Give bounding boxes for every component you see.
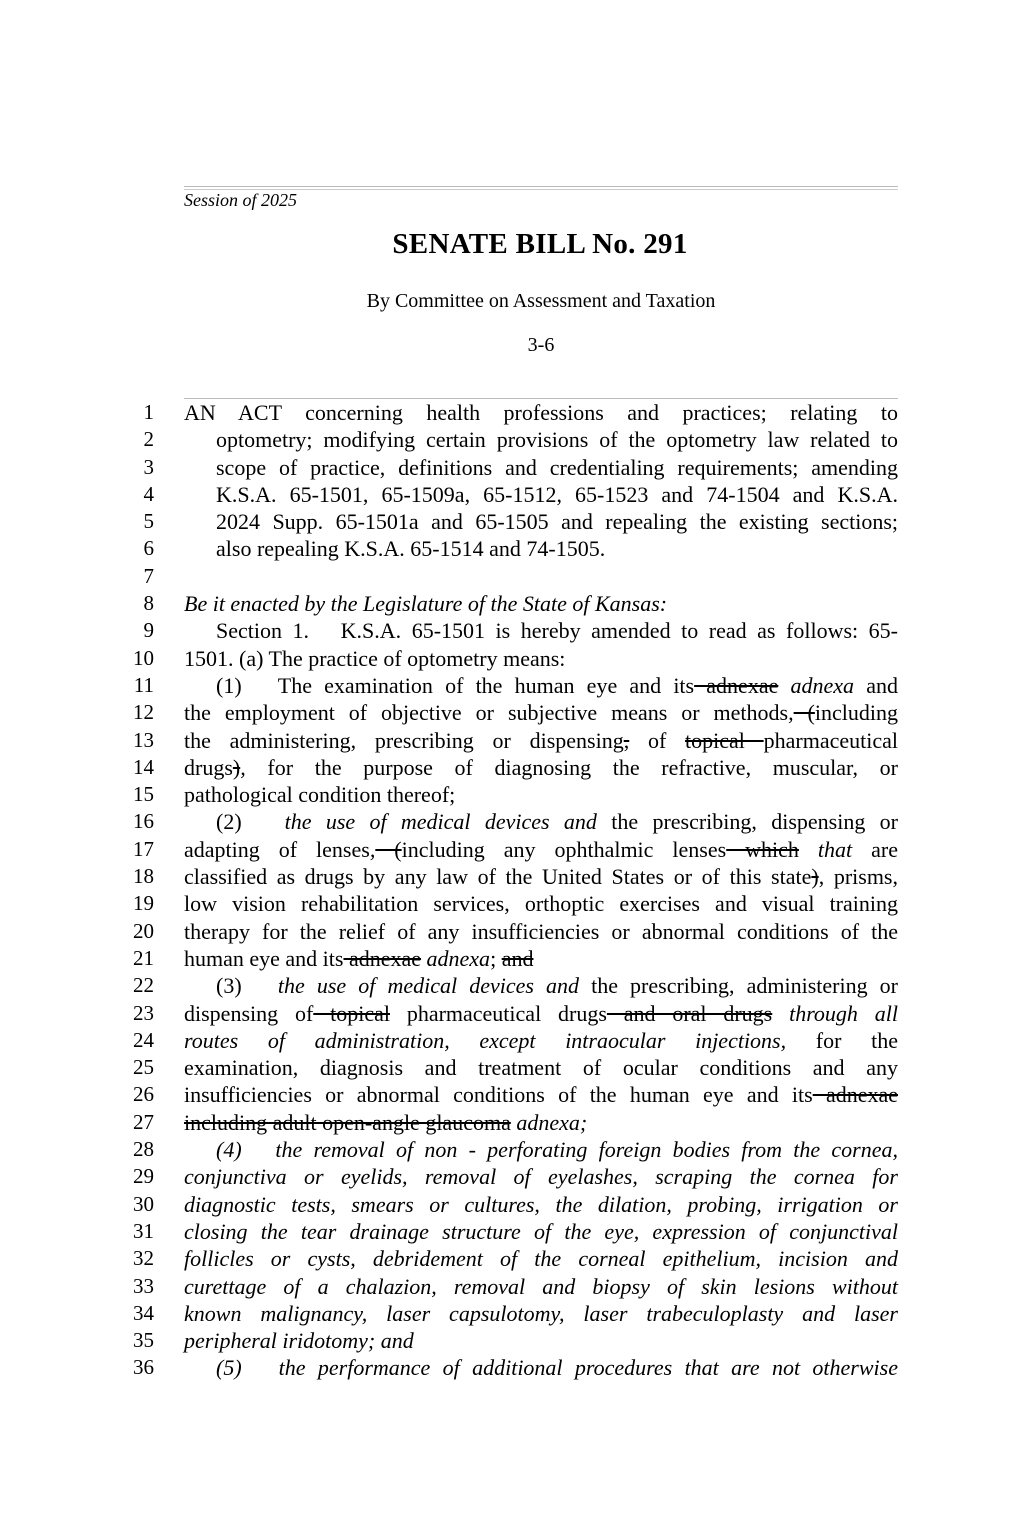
text-line [0, 617, 1024, 644]
line-number: 20 [133, 918, 154, 943]
text-line [0, 1273, 1024, 1300]
line-text [184, 972, 898, 999]
line-number: 15 [133, 782, 154, 807]
line-text: AN ACT concerning health professions and practices; relating to [184, 400, 898, 425]
struck-text: adnexae [812, 1082, 898, 1108]
text-line [0, 454, 1024, 481]
text-line [0, 1163, 1024, 1190]
line-number: 27 [133, 1109, 154, 1134]
text-run: human eye and its [184, 945, 344, 971]
line-number: 12 [133, 700, 154, 725]
text-run: pharmaceutical [763, 727, 899, 753]
inserted-text: conjunctiva or eyelids, removal of eyelashes, scraping the cornea for [184, 1164, 898, 1190]
text-run: insufficiencies or abnormal conditions of the human eye and its [184, 1082, 813, 1108]
line-number: 23 [133, 1000, 154, 1025]
line-text: low vision rehabilitation services, orthoptic exercises and visual training [184, 891, 898, 917]
inserted-text: peripheral iridotomy; and [184, 1328, 414, 1354]
text-line [0, 590, 1024, 617]
inserted-text: closing the tear drainage structure of the eye, expression of conjunctival [184, 1218, 898, 1244]
text-line [0, 563, 1024, 590]
struck-text: and [501, 945, 534, 971]
line-number: 8 [143, 591, 154, 616]
text-run: for the [786, 1027, 898, 1053]
struck-text: topical [685, 727, 764, 753]
struck-text: which [726, 836, 799, 862]
text-run: dispensing of [184, 1000, 314, 1026]
line-text [184, 699, 898, 726]
inserted-text: curettage of a chalazion, removal and biopsy of skin lesions without [184, 1273, 898, 1299]
line-number: 11 [133, 672, 154, 697]
inserted-text: adnexa [421, 945, 491, 971]
line-text [184, 1109, 898, 1136]
text-line [0, 1300, 1024, 1327]
introduction-date: 3-6 [527, 334, 555, 356]
inserted-text: , [240, 754, 246, 780]
text-run: including any ophthalmic lenses [401, 836, 727, 862]
line-number: 17 [133, 836, 154, 861]
inserted-text: , [788, 700, 794, 726]
struck-text: including adult open-angle glaucoma [184, 1109, 511, 1135]
text-line [0, 890, 1024, 917]
text-line [0, 863, 1024, 890]
line-text [184, 754, 898, 781]
line-text [184, 727, 898, 754]
text-run: pharmaceutical drugs [389, 1000, 607, 1026]
text-run: (1) The examination of the human eye and its [216, 672, 695, 698]
text-line [0, 1327, 1024, 1354]
line-number: 16 [133, 809, 154, 834]
line-number: 5 [143, 509, 154, 534]
inserted-text: adnexa [778, 672, 855, 698]
text-run: of [629, 727, 686, 753]
struck-text: ( [375, 836, 402, 862]
line-number: 30 [133, 1191, 154, 1216]
line-text [184, 945, 898, 972]
text-line [0, 918, 1024, 945]
line-number: 19 [133, 891, 154, 916]
line-number: 10 [133, 645, 154, 670]
text-line [0, 426, 1024, 453]
line-number: 9 [143, 618, 154, 643]
text-run: ; [490, 945, 502, 971]
struck-text: and oral drugs [606, 1000, 773, 1026]
text-line [0, 972, 1024, 999]
line-number: 21 [133, 945, 154, 970]
bill-text [0, 399, 1024, 1382]
text-run: for the purpose of diagnosing the refractive, muscular, or [245, 754, 898, 780]
text-line [0, 699, 1024, 726]
text-run: including [814, 700, 898, 726]
line-text: K.S.A. 65-1501, 65-1509a, 65-1512, 65-1523 and 74-1504 and K.S.A. [216, 481, 898, 507]
text-run: are [852, 836, 898, 862]
text-line [0, 1218, 1024, 1245]
line-text: therapy for the relief of any insufficiencies or abnormal conditions of the [184, 918, 898, 944]
line-text: also repealing K.S.A. 65-1514 and 74-1505. [216, 536, 606, 562]
text-line [0, 808, 1024, 835]
struck-text: ) [232, 754, 241, 780]
line-number: 4 [143, 481, 154, 506]
line-number: 36 [133, 1355, 154, 1380]
inserted-text: the use of medical devices and [277, 973, 580, 999]
text-line [0, 727, 1024, 754]
text-run: and [854, 672, 899, 698]
line-number: 34 [133, 1300, 154, 1325]
line-number: 3 [143, 454, 154, 479]
text-line [0, 399, 1024, 426]
struck-text: ( [793, 700, 815, 726]
line-number: 22 [133, 973, 154, 998]
inserted-text: through all [772, 1000, 898, 1026]
text-line [0, 754, 1024, 781]
inserted-text: , [369, 836, 376, 862]
line-number: 13 [133, 727, 154, 752]
line-number: 32 [133, 1246, 154, 1271]
line-text [184, 808, 898, 835]
text-line [0, 508, 1024, 535]
line-text: optometry; modifying certain provisions of the optometry law related to [216, 427, 898, 453]
line-text [184, 1081, 898, 1108]
text-run: the prescribing, dispensing or [596, 809, 898, 835]
struck-text: ) [811, 864, 819, 890]
line-number: 7 [143, 563, 154, 588]
text-run: drugs [184, 754, 233, 780]
inserted-text: routes of administration, except intraocular injections, [184, 1027, 787, 1053]
text-line [0, 1027, 1024, 1054]
line-text: 1501. (a) The practice of optometry means: [184, 645, 566, 671]
line-number: 6 [143, 536, 154, 561]
sponsor-line: By Committee on Assessment and Taxation [366, 290, 716, 312]
struck-text: , [623, 727, 630, 753]
inserted-text: diagnostic tests, smears or cultures, the dilation, probing, irrigation or [184, 1191, 898, 1217]
line-number: 29 [133, 1164, 154, 1189]
line-text: scope of practice, definitions and credentialing requirements; amending [216, 454, 898, 480]
struck-text: topical [313, 1000, 390, 1026]
text-line [0, 481, 1024, 508]
line-number: 25 [133, 1055, 154, 1080]
line-text: 2024 Supp. 65-1501a and 65-1505 and repealing the existing sections; [216, 509, 898, 535]
text-line [0, 1109, 1024, 1136]
text-line [0, 1354, 1024, 1381]
line-number: 24 [133, 1027, 154, 1052]
line-text [184, 836, 898, 863]
text-line [0, 945, 1024, 972]
text-line [0, 781, 1024, 808]
line-text [184, 1000, 898, 1027]
inserted-text: the use of medical devices and [284, 809, 597, 835]
line-number: 35 [133, 1328, 154, 1353]
line-number: 14 [133, 754, 154, 779]
line-number: 33 [133, 1273, 154, 1298]
line-number: 2 [143, 427, 154, 452]
session-label: Session of 2025 [184, 190, 298, 210]
line-text: pathological condition thereof; [184, 782, 456, 808]
text-run: the prescribing, administering or [579, 973, 898, 999]
line-text [184, 863, 898, 890]
text-run: adapting of lenses [184, 836, 370, 862]
line-text [184, 1027, 898, 1054]
text-run: (2) [216, 809, 285, 835]
line-number: 26 [133, 1082, 154, 1107]
text-line [0, 672, 1024, 699]
enacting-clause: Be it enacted by the Legislature of the State of Kansas: [184, 591, 668, 617]
text-run: the employment of objective or subjective means or methods [184, 700, 789, 726]
line-text: examination, diagnosis and treatment of ocular conditions and any [184, 1055, 898, 1081]
top-rule [184, 186, 898, 187]
line-text [184, 672, 898, 699]
text-line [0, 1081, 1024, 1108]
inserted-text: follicles or cysts, debridement of the corneal epithelium, incision and [184, 1246, 898, 1272]
struck-text: adnexae [343, 945, 422, 971]
text-run: (3) [216, 973, 278, 999]
line-number: 1 [143, 400, 154, 424]
inserted-text: (5) the performance of additional procedures that are not otherwise [216, 1355, 898, 1381]
text-line [0, 1191, 1024, 1218]
text-line [0, 535, 1024, 562]
line-number: 18 [133, 864, 154, 889]
text-line [0, 1245, 1024, 1272]
text-line [0, 836, 1024, 863]
text-line [0, 645, 1024, 672]
text-line [0, 1054, 1024, 1081]
inserted-text: (4) the removal of non - perforating foreign bodies from the cornea, [216, 1137, 898, 1163]
line-number: 28 [133, 1137, 154, 1162]
inserted-text: adnexa; [510, 1109, 588, 1135]
text-line [0, 1000, 1024, 1027]
line-number: 31 [133, 1218, 154, 1243]
text-line [0, 1136, 1024, 1163]
inserted-text: known malignancy, laser capsulotomy, laser trabeculoplasty and laser [184, 1300, 898, 1326]
struck-text: adnexae [694, 672, 779, 698]
text-run: , prisms, [818, 864, 898, 890]
line-text: Section 1. K.S.A. 65-1501 is hereby amended to read as follows: 65- [216, 618, 898, 644]
inserted-text: that [798, 836, 853, 862]
bill-title: SENATE BILL No. 291 [392, 228, 688, 260]
text-run: classified as drugs by any law of the United States or of this state [184, 864, 812, 890]
text-run: the administering, prescribing or dispensing [184, 727, 624, 753]
